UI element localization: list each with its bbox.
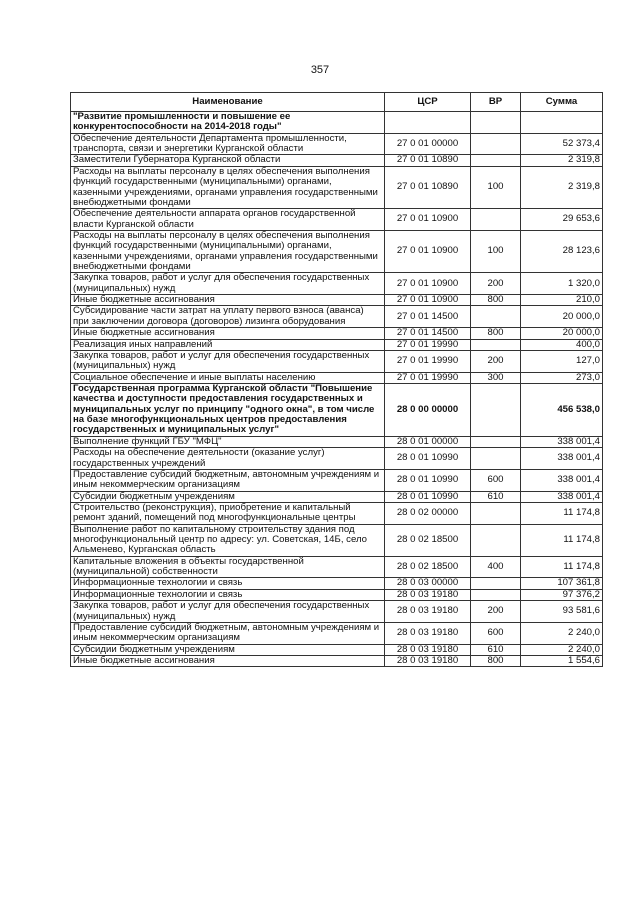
cell-csr: 27 0 01 10900 xyxy=(385,209,471,231)
cell-vr xyxy=(471,502,521,524)
header-row xyxy=(71,93,603,112)
cell-vr: 200 xyxy=(471,350,521,372)
table-row xyxy=(71,295,603,306)
header-sum: Сумма xyxy=(521,93,603,112)
cell-sum: 273,0 xyxy=(521,372,603,383)
cell-csr: 27 0 01 10900 xyxy=(385,230,471,272)
cell-name: Расходы на выплаты персоналу в целях обеспечения выполнения функций государственными (муниципальными) органами, казенными учреждениями, органами управления государственными внебюджетными фондами xyxy=(71,230,385,272)
cell-vr: 600 xyxy=(471,469,521,491)
cell-csr: 28 0 03 00000 xyxy=(385,578,471,589)
table-row xyxy=(71,589,603,600)
cell-csr: 28 0 03 19180 xyxy=(385,644,471,655)
table-row xyxy=(71,655,603,666)
cell-sum: 29 653,6 xyxy=(521,209,603,231)
cell-sum: 1 320,0 xyxy=(521,273,603,295)
cell-sum xyxy=(521,112,603,134)
cell-vr: 200 xyxy=(471,273,521,295)
cell-sum: 97 376,2 xyxy=(521,589,603,600)
cell-vr xyxy=(471,578,521,589)
cell-vr xyxy=(471,112,521,134)
cell-name: Субсидии бюджетным учреждениям xyxy=(71,491,385,502)
cell-name: Закупка товаров, работ и услуг для обеспечения государственных (муниципальных) нужд xyxy=(71,273,385,295)
cell-name: "Развитие промышленности и повышение ее конкурентоспособности на 2014-2018 годы" xyxy=(71,112,385,134)
cell-sum: 338 001,4 xyxy=(521,491,603,502)
cell-csr: 27 0 01 19990 xyxy=(385,372,471,383)
cell-sum: 11 174,8 xyxy=(521,556,603,578)
cell-sum: 127,0 xyxy=(521,350,603,372)
cell-csr: 27 0 01 10900 xyxy=(385,295,471,306)
cell-vr: 610 xyxy=(471,644,521,655)
cell-vr xyxy=(471,339,521,350)
table-row xyxy=(71,502,603,524)
cell-name: Обеспечение деятельности Департамента промышленности, транспорта, связи и энергетики Курганской области xyxy=(71,133,385,155)
cell-name: Предоставление субсидий бюджетным, автономным учреждениям и иным некоммерческим организациям xyxy=(71,622,385,644)
cell-sum: 11 174,8 xyxy=(521,502,603,524)
cell-sum: 1 554,6 xyxy=(521,655,603,666)
table-row xyxy=(71,133,603,155)
cell-csr: 28 0 01 00000 xyxy=(385,436,471,447)
cell-vr: 600 xyxy=(471,622,521,644)
cell-csr: 27 0 01 10900 xyxy=(385,273,471,295)
table-row xyxy=(71,166,603,208)
cell-csr: 27 0 01 00000 xyxy=(385,133,471,155)
cell-csr: 28 0 03 19180 xyxy=(385,622,471,644)
cell-sum: 2 240,0 xyxy=(521,644,603,655)
cell-vr: 200 xyxy=(471,601,521,623)
table-row xyxy=(71,339,603,350)
cell-csr: 28 0 03 19180 xyxy=(385,589,471,600)
table-row xyxy=(71,524,603,556)
header-name: Наименование xyxy=(71,93,385,112)
cell-name: Предоставление субсидий бюджетным, автономным учреждениям и иным некоммерческим организациям xyxy=(71,469,385,491)
cell-vr xyxy=(471,306,521,328)
header-csr: ЦСР xyxy=(385,93,471,112)
cell-vr: 100 xyxy=(471,230,521,272)
cell-sum: 93 581,6 xyxy=(521,601,603,623)
cell-vr: 800 xyxy=(471,655,521,666)
cell-name: Закупка товаров, работ и услуг для обеспечения государственных (муниципальных) нужд xyxy=(71,350,385,372)
cell-csr: 28 0 01 10990 xyxy=(385,448,471,470)
header-vr: ВР xyxy=(471,93,521,112)
cell-name: Обеспечение деятельности аппарата органов государственной власти Курганской области xyxy=(71,209,385,231)
cell-name: Выполнение работ по капитальному строительству здания под многофункциональный центр по адресу: ул. Советская, 14Б, село Альменево, Курганская область xyxy=(71,524,385,556)
cell-sum: 2 240,0 xyxy=(521,622,603,644)
table-row xyxy=(71,469,603,491)
cell-sum: 107 361,8 xyxy=(521,578,603,589)
table-row xyxy=(71,622,603,644)
table-row xyxy=(71,273,603,295)
cell-vr: 100 xyxy=(471,166,521,208)
cell-csr xyxy=(385,112,471,134)
cell-vr: 300 xyxy=(471,372,521,383)
cell-name: Иные бюджетные ассигнования xyxy=(71,295,385,306)
cell-vr xyxy=(471,589,521,600)
cell-vr xyxy=(471,155,521,166)
cell-vr xyxy=(471,383,521,436)
cell-sum: 338 001,4 xyxy=(521,436,603,447)
page-number: 357 xyxy=(310,64,330,76)
table-row xyxy=(71,350,603,372)
cell-name: Социальное обеспечение и иные выплаты населению xyxy=(71,372,385,383)
cell-name: Субсидирование части затрат на уплату первого взноса (аванса) при заключении договора (договоров) лизинга оборудования xyxy=(71,306,385,328)
table-row xyxy=(71,578,603,589)
table-row xyxy=(71,306,603,328)
table-row xyxy=(71,328,603,339)
cell-name: Выполнение функций ГБУ "МФЦ" xyxy=(71,436,385,447)
cell-csr: 28 0 03 19180 xyxy=(385,655,471,666)
cell-name: Реализация иных направлений xyxy=(71,339,385,350)
cell-name: Информационные технологии и связь xyxy=(71,578,385,589)
cell-sum: 2 319,8 xyxy=(521,166,603,208)
cell-csr: 28 0 02 00000 xyxy=(385,502,471,524)
cell-vr xyxy=(471,436,521,447)
cell-vr xyxy=(471,133,521,155)
cell-name: Закупка товаров, работ и услуг для обеспечения государственных (муниципальных) нужд xyxy=(71,601,385,623)
cell-sum: 338 001,4 xyxy=(521,469,603,491)
cell-name: Иные бюджетные ассигнования xyxy=(71,655,385,666)
table-row xyxy=(71,383,603,436)
table-row xyxy=(71,448,603,470)
cell-sum: 28 123,6 xyxy=(521,230,603,272)
table-row xyxy=(71,230,603,272)
table-row xyxy=(71,436,603,447)
cell-sum: 210,0 xyxy=(521,295,603,306)
table-row xyxy=(71,372,603,383)
table-row xyxy=(71,209,603,231)
table-row xyxy=(71,601,603,623)
cell-name: Расходы на обеспечение деятельности (оказание услуг) государственных учреждений xyxy=(71,448,385,470)
cell-csr: 27 0 01 14500 xyxy=(385,328,471,339)
cell-name: Иные бюджетные ассигнования xyxy=(71,328,385,339)
budget-table xyxy=(70,92,603,667)
cell-csr: 27 0 01 10890 xyxy=(385,166,471,208)
table-row xyxy=(71,155,603,166)
cell-name: Государственная программа Курганской области "Повышение качества и доступности предоставления государственных и муниципальных услуг по принципу "одного окна", в том числе на базе многофункциональных центров предоставления государственных и муниципальных услуг" xyxy=(71,383,385,436)
cell-vr: 800 xyxy=(471,295,521,306)
cell-vr xyxy=(471,209,521,231)
cell-sum: 20 000,0 xyxy=(521,306,603,328)
cell-csr: 27 0 01 19990 xyxy=(385,339,471,350)
cell-csr: 28 0 01 10990 xyxy=(385,491,471,502)
cell-csr: 27 0 01 10890 xyxy=(385,155,471,166)
cell-csr: 27 0 01 19990 xyxy=(385,350,471,372)
table-row xyxy=(71,112,603,134)
cell-sum: 400,0 xyxy=(521,339,603,350)
cell-sum: 338 001,4 xyxy=(521,448,603,470)
cell-vr: 800 xyxy=(471,328,521,339)
cell-name: Расходы на выплаты персоналу в целях обеспечения выполнения функций государственными (муниципальными) органами, казенными учреждениями, органами управления государственными внебюджетными фондами xyxy=(71,166,385,208)
table-row xyxy=(71,556,603,578)
cell-vr: 400 xyxy=(471,556,521,578)
cell-name: Заместители Губернатора Курганской области xyxy=(71,155,385,166)
cell-csr: 28 0 02 18500 xyxy=(385,524,471,556)
cell-csr: 28 0 01 10990 xyxy=(385,469,471,491)
table-row xyxy=(71,644,603,655)
cell-csr: 28 0 03 19180 xyxy=(385,601,471,623)
cell-vr xyxy=(471,524,521,556)
cell-sum: 2 319,8 xyxy=(521,155,603,166)
cell-sum: 456 538,0 xyxy=(521,383,603,436)
cell-sum: 20 000,0 xyxy=(521,328,603,339)
table-row xyxy=(71,491,603,502)
cell-name: Информационные технологии и связь xyxy=(71,589,385,600)
cell-vr: 610 xyxy=(471,491,521,502)
cell-csr: 27 0 01 14500 xyxy=(385,306,471,328)
cell-name: Субсидии бюджетным учреждениям xyxy=(71,644,385,655)
cell-csr: 28 0 02 18500 xyxy=(385,556,471,578)
cell-name: Капитальные вложения в объекты государственной (муниципальной) собственности xyxy=(71,556,385,578)
cell-name: Строительство (реконструкция), приобретение и капитальный ремонт зданий, помещений под многофункциональные центры xyxy=(71,502,385,524)
cell-sum: 11 174,8 xyxy=(521,524,603,556)
cell-vr xyxy=(471,448,521,470)
cell-csr: 28 0 00 00000 xyxy=(385,383,471,436)
cell-sum: 52 373,4 xyxy=(521,133,603,155)
